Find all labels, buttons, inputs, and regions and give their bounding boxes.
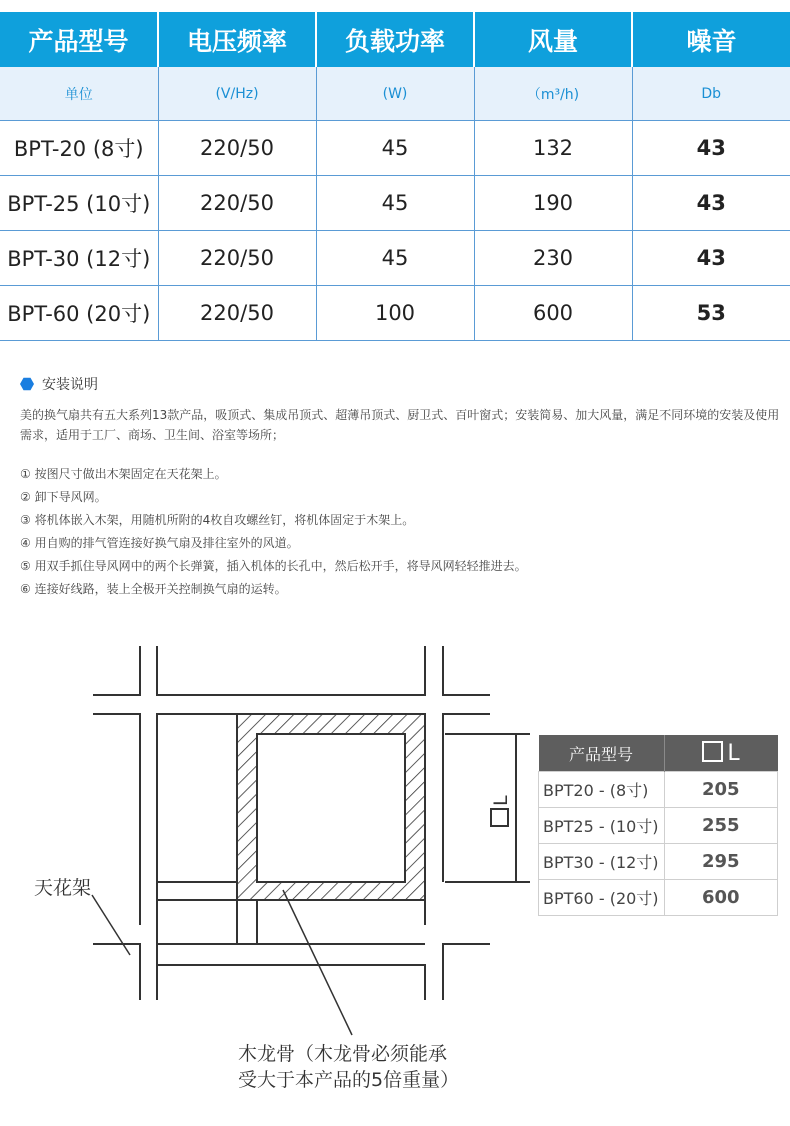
- cell-noise: 43: [632, 176, 790, 231]
- install-step: ② 卸下导风网。: [20, 490, 107, 504]
- hexagon-bullet-icon: [20, 377, 34, 391]
- cell-model: BPT-20 (8寸): [0, 121, 158, 176]
- cell-airflow: 230: [474, 231, 632, 286]
- wooden-frame-hatch: [237, 714, 425, 900]
- spec-row: [0, 286, 790, 341]
- size-model: BPT60 - (20寸): [539, 880, 665, 916]
- spec-units-row: [0, 67, 790, 121]
- size-header-dimension: [664, 735, 778, 772]
- square-symbol-icon: [702, 741, 723, 762]
- unit-noise: Db: [632, 67, 790, 121]
- size-model: BPT25 - (10寸): [539, 808, 665, 844]
- cell-power: 45: [316, 176, 474, 231]
- spec-row: [0, 176, 790, 231]
- size-value: 295: [664, 844, 778, 880]
- ceiling-leader-line: [92, 895, 130, 955]
- install-step: ④ 用自购的排气管连接好换气扇及排往室外的风道。: [20, 536, 299, 550]
- size-header-row: [539, 735, 778, 772]
- cell-airflow: 132: [474, 121, 632, 176]
- spec-header-row: [0, 12, 790, 67]
- size-header-model: 产品型号: [539, 735, 665, 772]
- spec-table: [0, 12, 790, 341]
- cell-noise: 53: [632, 286, 790, 341]
- size-row: [539, 808, 778, 844]
- size-row: [539, 772, 778, 808]
- size-value: 255: [664, 808, 778, 844]
- header-power: 负载功率: [316, 12, 474, 67]
- cell-power: 45: [316, 121, 474, 176]
- cell-model: BPT-60 (20寸): [0, 286, 158, 341]
- cell-power: 100: [316, 286, 474, 341]
- install-title-text: 安装说明: [42, 377, 98, 393]
- size-header-label: L: [727, 740, 740, 766]
- frame-label-line2: 受大于本产品的5倍重量）: [238, 1069, 460, 1091]
- cell-model: BPT-25 (10寸): [0, 176, 158, 231]
- unit-power: (W): [316, 67, 474, 121]
- spec-row: [0, 231, 790, 286]
- header-model: 产品型号: [0, 12, 158, 67]
- unit-voltage: (V/Hz): [158, 67, 316, 121]
- frame-leader-line: [283, 890, 352, 1035]
- cell-model: BPT-30 (12寸): [0, 231, 158, 286]
- size-table: [538, 735, 778, 916]
- size-model: BPT30 - (12寸): [539, 844, 665, 880]
- cell-noise: 43: [632, 121, 790, 176]
- install-step: ⑥ 连接好线路，装上全极开关控制换气扇的运转。: [20, 582, 287, 596]
- cell-airflow: 190: [474, 176, 632, 231]
- cell-airflow: 600: [474, 286, 632, 341]
- size-value: 205: [664, 772, 778, 808]
- unit-airflow: （m³/h): [474, 67, 632, 121]
- header-airflow: 风量: [474, 12, 632, 67]
- cell-voltage: 220/50: [158, 231, 316, 286]
- install-step: ⑤ 用双手抓住导风网中的两个长弹簧，插入机体的长孔中，然后松开手，将导风网轻轻推进去。: [20, 559, 527, 573]
- install-intro: 美的换气扇共有五大系列13款产品，吸顶式、集成吊顶式、超薄吊顶式、厨卫式、百叶窗式；安装简易、加大风量，满足不同环境的安装及使用需求，适用于工厂、商场、卫生间、浴室等场所；: [20, 408, 780, 442]
- square-symbol-icon: [491, 809, 508, 826]
- spec-row: [0, 121, 790, 176]
- dimension-label-text: L: [490, 795, 512, 806]
- dimension-label: [490, 795, 512, 826]
- size-row: [539, 880, 778, 916]
- install-steps: [20, 463, 527, 601]
- cell-power: 45: [316, 231, 474, 286]
- size-row: [539, 844, 778, 880]
- cell-voltage: 220/50: [158, 286, 316, 341]
- ceiling-frame-lines: [93, 646, 530, 1000]
- frame-label-line1: 木龙骨（木龙骨必须能承: [238, 1043, 448, 1065]
- cell-voltage: 220/50: [158, 176, 316, 231]
- ceiling-label: 天花架: [34, 877, 92, 899]
- cell-voltage: 220/50: [158, 121, 316, 176]
- install-section-title: [20, 374, 98, 394]
- size-value: 600: [664, 880, 778, 916]
- cell-noise: 43: [632, 231, 790, 286]
- install-step: ③ 将机体嵌入木架，用随机所附的4枚自攻螺丝钉，将机体固定于木架上。: [20, 513, 415, 527]
- header-noise: 噪音: [632, 12, 790, 67]
- unit-label: 单位: [0, 67, 158, 121]
- install-step: ① 按图尺寸做出木架固定在天花架上。: [20, 467, 227, 481]
- header-voltage: 电压频率: [158, 12, 316, 67]
- size-model: BPT20 - (8寸): [539, 772, 665, 808]
